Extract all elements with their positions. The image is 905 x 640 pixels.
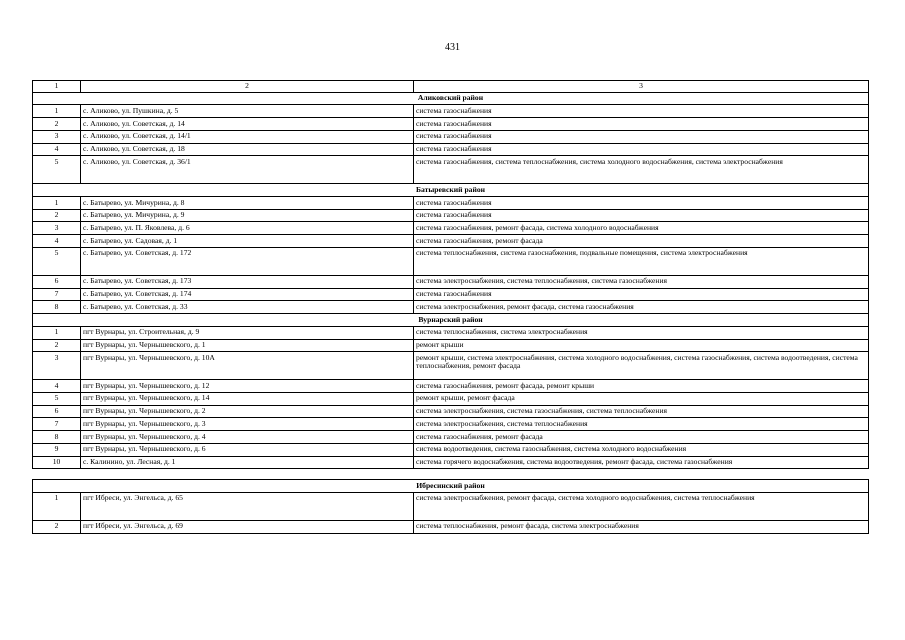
section-header [33,480,869,493]
table-row [33,247,869,275]
row-number: 4 [33,380,81,393]
table-row [33,275,869,288]
systems-cell: система электроснабжения, система теплоснабжения [414,418,869,431]
systems-cell: ремонт крыши [414,339,869,352]
row-number: 6 [33,405,81,418]
row-number: 7 [33,288,81,301]
table-row [33,235,869,248]
table-row [33,143,869,156]
systems-cell: система газоснабжения [414,130,869,143]
systems-cell: ремонт крыши, система электроснабжения, система холодного водоснабжения, система газоснабжения, система водоотведения, система теплоснабжения, ремонт фасада [414,352,869,380]
systems-cell: система горячего водоснабжения, система водоотведения, ремонт фасада, система газоснабжения [414,456,869,469]
column-number: 2 [81,81,414,93]
row-number: 4 [33,235,81,248]
address-cell: с. Калинино, ул. Лесная, д. 1 [81,456,414,469]
section-header [33,92,869,105]
table-row [33,392,869,405]
table-row [33,352,869,380]
row-number: 2 [33,118,81,131]
address-cell: с. Батырево, ул. Советская, д. 33 [81,301,414,314]
row-number: 1 [33,197,81,210]
systems-cell: система газоснабжения [414,288,869,301]
systems-cell: система электроснабжения, система теплоснабжения, система газоснабжения [414,275,869,288]
row-number: 5 [33,156,81,184]
table-row [33,339,869,352]
column-number-row [33,81,869,93]
systems-cell: система газоснабжения [414,197,869,210]
row-number: 5 [33,247,81,275]
systems-cell: система электроснабжения, ремонт фасада, система газоснабжения [414,301,869,314]
address-cell: пгт Вурнары, ул. Чернышевского, д. 12 [81,380,414,393]
address-cell: с. Батырево, ул. Мичурина, д. 9 [81,209,414,222]
systems-cell: система газоснабжения, ремонт фасада [414,235,869,248]
row-number: 10 [33,456,81,469]
address-cell: пгт Вурнары, ул. Чернышевского, д. 10А [81,352,414,380]
address-cell: с. Батырево, ул. П. Яковлева, д. 6 [81,222,414,235]
address-cell: с. Аликово, ул. Советская, д. 36/1 [81,156,414,184]
address-cell: с. Аликово, ул. Советская, д. 14 [81,118,414,131]
table-row [33,105,869,118]
systems-cell: система теплоснабжения, ремонт фасада, система электроснабжения [414,520,869,533]
row-number: 1 [33,105,81,118]
row-number: 3 [33,352,81,380]
district-title: Аликовский район [33,92,869,105]
row-number: 2 [33,209,81,222]
row-number: 8 [33,431,81,444]
table-row [33,118,869,131]
table-row [33,156,869,184]
systems-cell: система теплоснабжения, система электроснабжения [414,326,869,339]
address-cell: пгт Вурнары, ул. Чернышевского, д. 1 [81,339,414,352]
systems-cell: ремонт крыши, ремонт фасада [414,392,869,405]
address-cell: с. Аликово, ул. Советская, д. 18 [81,143,414,156]
systems-cell: система теплоснабжения, система газоснабжения, подвальные помещения, система электроснабжения [414,247,869,275]
table-row [33,443,869,456]
address-cell: пгт Вурнары, ул. Чернышевского, д. 3 [81,418,414,431]
address-cell: пгт Вурнары, ул. Строительная, д. 9 [81,326,414,339]
systems-cell: система газоснабжения, ремонт фасада, ремонт крыши [414,380,869,393]
column-number: 1 [33,81,81,93]
table-row [33,209,869,222]
spacer-cell [33,469,869,480]
systems-cell: система газоснабжения, ремонт фасада [414,431,869,444]
row-number: 8 [33,301,81,314]
address-cell: с. Батырево, ул. Советская, д. 173 [81,275,414,288]
address-cell: с. Батырево, ул. Садовая, д. 1 [81,235,414,248]
row-number: 2 [33,339,81,352]
table-row [33,301,869,314]
systems-cell: система газоснабжения, система теплоснабжения, система холодного водоснабжения, система электроснабжения [414,156,869,184]
address-cell: пгт Вурнары, ул. Чернышевского, д. 2 [81,405,414,418]
systems-cell: система газоснабжения [414,209,869,222]
row-number: 6 [33,275,81,288]
district-title: Ибресинский район [33,480,869,493]
table-row [33,418,869,431]
address-cell: с. Аликово, ул. Советская, д. 14/1 [81,130,414,143]
row-number: 7 [33,418,81,431]
row-number: 1 [33,326,81,339]
district-title: Вурнарский район [33,314,869,327]
spacer-row [33,469,869,480]
systems-cell: система электроснабжения, система газоснабжения, система теплоснабжения [414,405,869,418]
address-cell: пгт Вурнары, ул. Чернышевского, д. 6 [81,443,414,456]
row-number: 2 [33,520,81,533]
row-number: 9 [33,443,81,456]
page-number: 431 [445,42,460,53]
column-number: 3 [414,81,869,93]
table-row [33,380,869,393]
address-cell: с. Батырево, ул. Мичурина, д. 8 [81,197,414,210]
address-cell: с. Аликово, ул. Пушкина, д. 5 [81,105,414,118]
systems-cell: система газоснабжения, ремонт фасада, система холодного водоснабжения [414,222,869,235]
row-number: 3 [33,222,81,235]
row-number: 1 [33,492,81,520]
table-row [33,456,869,469]
table-row [33,431,869,444]
table-row [33,222,869,235]
repair-table [32,80,869,534]
row-number: 3 [33,130,81,143]
table-row [33,492,869,520]
address-cell: пгт Ибреси, ул. Энгельса, д. 69 [81,520,414,533]
address-cell: пгт Вурнары, ул. Чернышевского, д. 14 [81,392,414,405]
row-number: 4 [33,143,81,156]
systems-cell: система электроснабжения, ремонт фасада, система холодного водоснабжения, система теплоснабжения [414,492,869,520]
table-body [33,81,869,534]
address-cell: с. Батырево, ул. Советская, д. 174 [81,288,414,301]
systems-cell: система газоснабжения [414,118,869,131]
address-cell: с. Батырево, ул. Советская, д. 172 [81,247,414,275]
table-row [33,520,869,533]
row-number: 5 [33,392,81,405]
systems-cell: система газоснабжения [414,105,869,118]
section-header [33,184,869,197]
systems-cell: система газоснабжения [414,143,869,156]
district-title: Батыревский район [33,184,869,197]
systems-cell: система водоотведения, система газоснабжения, система холодного водоснабжения [414,443,869,456]
table-row [33,326,869,339]
address-cell: пгт Вурнары, ул. Чернышевского, д. 4 [81,431,414,444]
section-header [33,314,869,327]
table-row [33,288,869,301]
table-row [33,405,869,418]
table-row [33,130,869,143]
address-cell: пгт Ибреси, ул. Энгельса, д. 65 [81,492,414,520]
table-row [33,197,869,210]
